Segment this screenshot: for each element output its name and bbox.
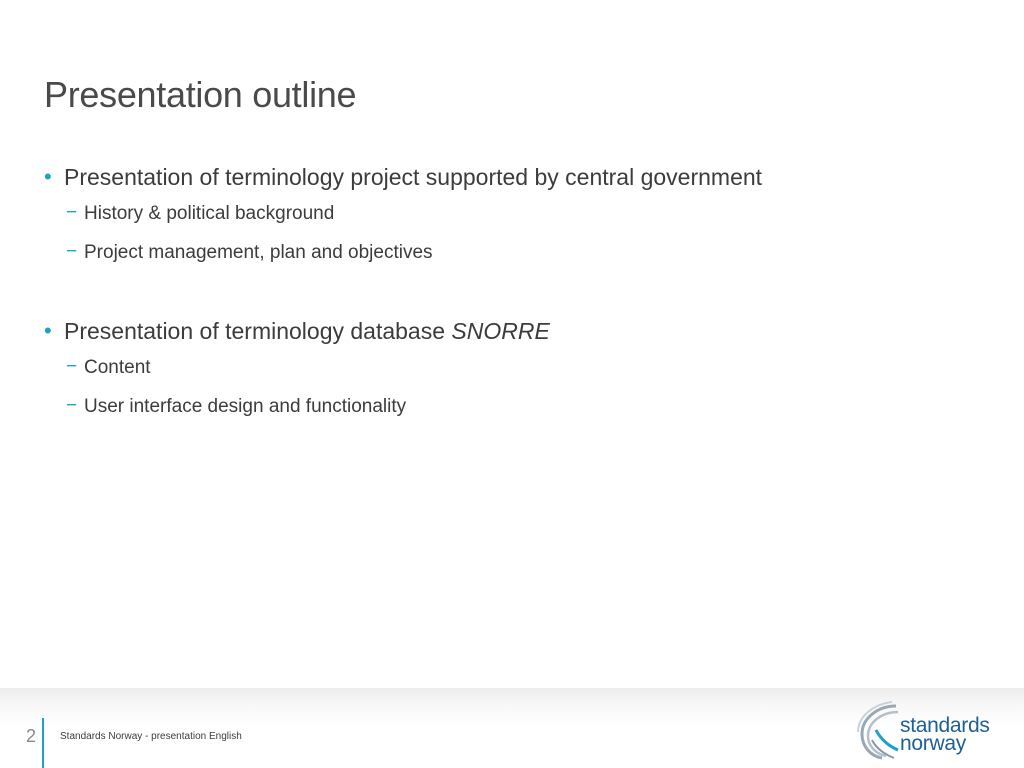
footer-text: Standards Norway - presentation English xyxy=(60,731,242,742)
bullet-group xyxy=(44,160,984,267)
dash-icon: − xyxy=(66,395,78,416)
page-number: 2 xyxy=(25,726,36,746)
bullet-item xyxy=(44,314,984,348)
sub-bullet-text: Content xyxy=(84,357,151,378)
sub-bullet-text: Project management, plan and objectives xyxy=(84,242,433,263)
logo-text-line1: standards xyxy=(900,714,990,737)
bullet-dot-icon: • xyxy=(44,164,52,189)
slide-content xyxy=(44,160,984,432)
dash-icon: − xyxy=(66,241,78,262)
sub-bullet-item xyxy=(44,200,984,228)
bullet-item xyxy=(44,160,984,194)
sub-bullet-text: User interface design and functionality xyxy=(84,396,407,417)
dash-icon: − xyxy=(66,356,78,377)
dash-icon: − xyxy=(66,202,78,223)
sub-bullet-item xyxy=(44,354,984,382)
bullet-text: Presentation of terminology project supported by central government xyxy=(64,164,763,190)
bullet-text: Presentation of terminology database xyxy=(64,318,452,344)
bullet-group xyxy=(44,314,984,421)
footer-divider xyxy=(42,718,44,768)
logo-swirl-icon xyxy=(856,700,900,762)
sub-bullet-item xyxy=(44,239,984,267)
slide-title: Presentation outline xyxy=(44,74,357,115)
sub-bullet-list xyxy=(44,200,984,267)
bullet-dot-icon: • xyxy=(44,318,52,343)
sub-bullet-list xyxy=(44,354,984,421)
bullet-emphasis-text: SNORRE xyxy=(451,318,550,344)
logo-text-line2: norway xyxy=(900,732,966,755)
sub-bullet-item xyxy=(44,393,984,421)
sub-bullet-text: History & political background xyxy=(84,203,335,224)
standards-norway-logo xyxy=(856,700,1006,762)
